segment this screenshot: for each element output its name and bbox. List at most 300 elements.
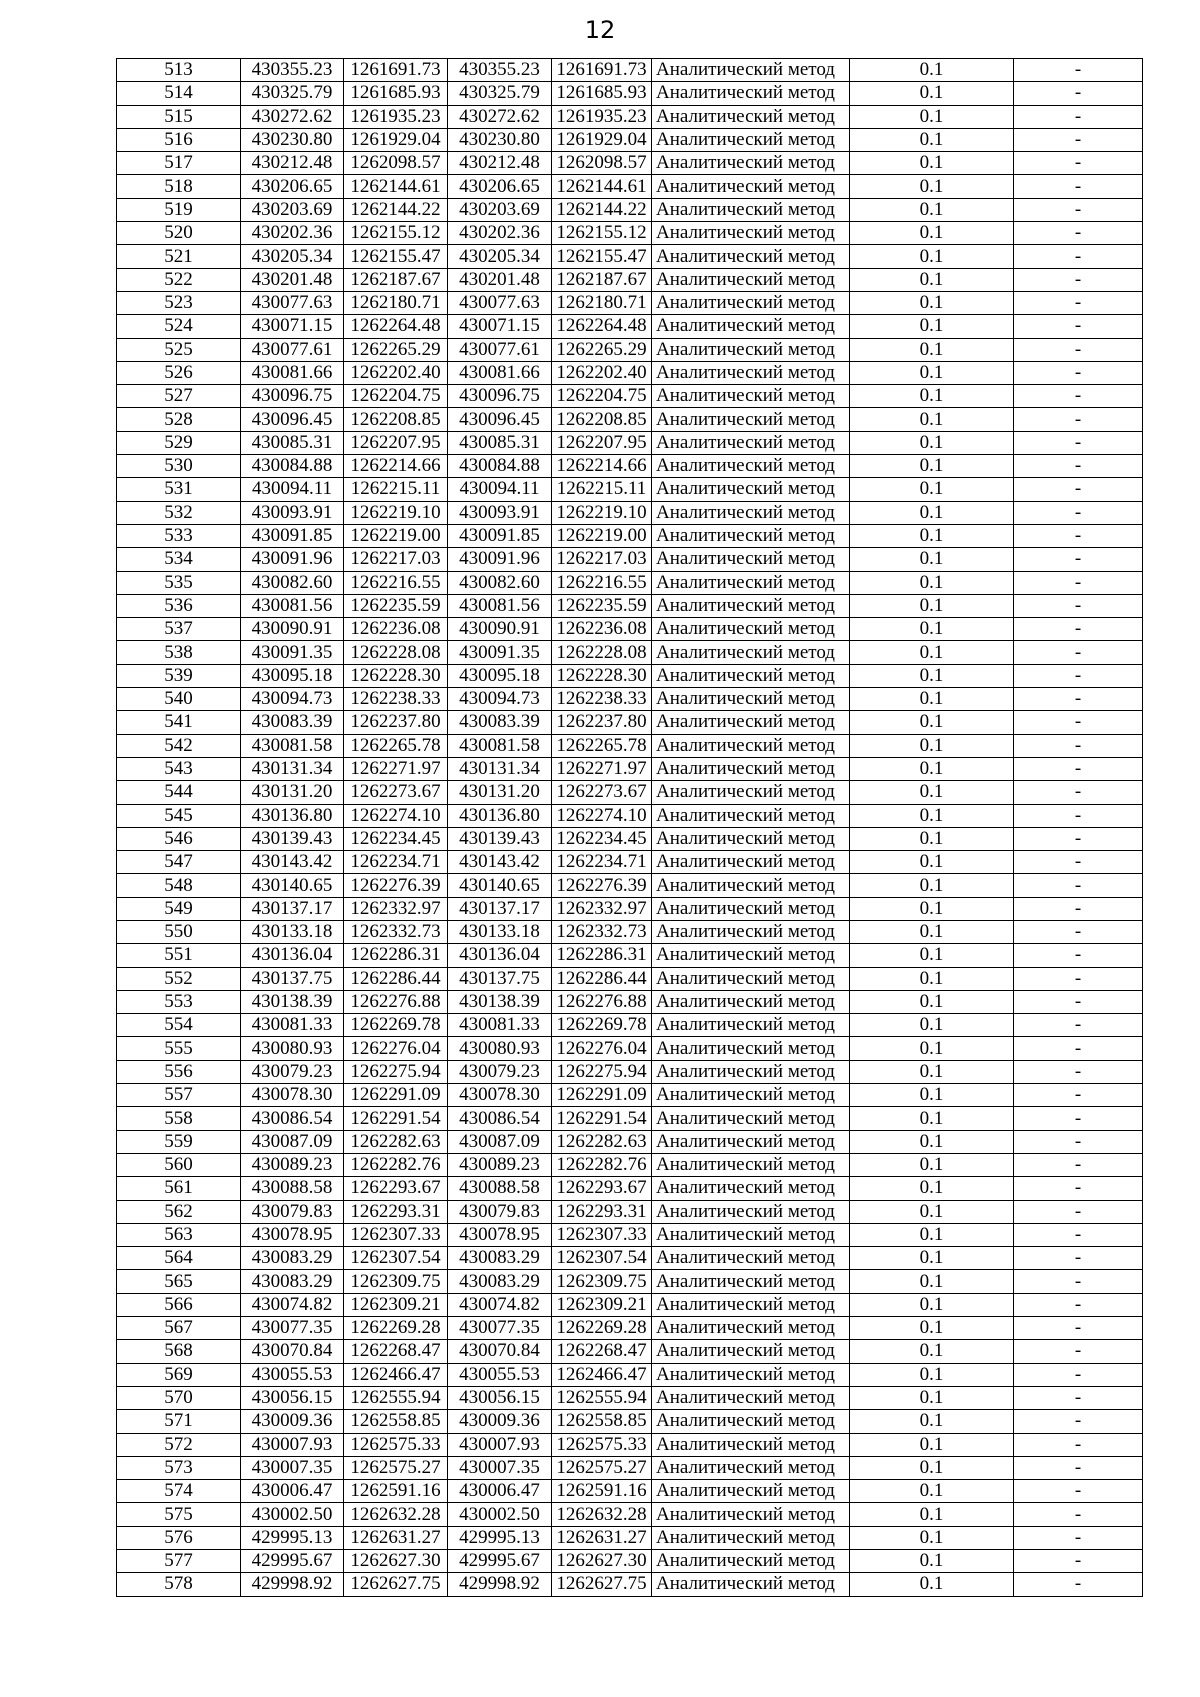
y-coordinate-new-cell: 1262269.28 <box>552 1317 652 1340</box>
x-coordinate-new-cell: 430081.33 <box>448 1014 552 1037</box>
note-cell: - <box>1014 571 1143 594</box>
point-number-cell: 532 <box>117 501 241 524</box>
accuracy-cell: 0.1 <box>850 594 1014 617</box>
method-cell: Аналитический метод <box>652 455 850 478</box>
method-cell: Аналитический метод <box>652 594 850 617</box>
table-row <box>117 1573 1143 1596</box>
x-coordinate-cell: 430137.17 <box>241 897 344 920</box>
method-cell: Аналитический метод <box>652 1480 850 1503</box>
x-coordinate-cell: 430325.79 <box>241 82 344 105</box>
point-number-cell: 544 <box>117 781 241 804</box>
table-row <box>117 1270 1143 1293</box>
y-coordinate-new-cell: 1262274.10 <box>552 804 652 827</box>
method-cell: Аналитический метод <box>652 198 850 221</box>
y-coordinate-cell: 1262235.59 <box>344 594 448 617</box>
accuracy-cell: 0.1 <box>850 128 1014 151</box>
y-coordinate-cell: 1262144.22 <box>344 198 448 221</box>
point-number-cell: 565 <box>117 1270 241 1293</box>
x-coordinate-new-cell: 430077.35 <box>448 1317 552 1340</box>
accuracy-cell: 0.1 <box>850 920 1014 943</box>
table-row <box>117 268 1143 291</box>
x-coordinate-cell: 430077.35 <box>241 1317 344 1340</box>
accuracy-cell: 0.1 <box>850 222 1014 245</box>
x-coordinate-cell: 430081.66 <box>241 361 344 384</box>
x-coordinate-new-cell: 430090.91 <box>448 618 552 641</box>
accuracy-cell: 0.1 <box>850 1060 1014 1083</box>
y-coordinate-cell: 1262332.97 <box>344 897 448 920</box>
table-row <box>117 548 1143 571</box>
accuracy-cell: 0.1 <box>850 175 1014 198</box>
x-coordinate-new-cell: 430355.23 <box>448 59 552 82</box>
y-coordinate-cell: 1262276.88 <box>344 990 448 1013</box>
y-coordinate-cell: 1262217.03 <box>344 548 448 571</box>
table-row <box>117 431 1143 454</box>
table-row <box>117 594 1143 617</box>
x-coordinate-cell: 430203.69 <box>241 198 344 221</box>
note-cell: - <box>1014 804 1143 827</box>
note-cell: - <box>1014 59 1143 82</box>
table-row <box>117 827 1143 850</box>
y-coordinate-cell: 1261929.04 <box>344 128 448 151</box>
y-coordinate-cell: 1262466.47 <box>344 1363 448 1386</box>
y-coordinate-cell: 1262276.04 <box>344 1037 448 1060</box>
accuracy-cell: 0.1 <box>850 781 1014 804</box>
y-coordinate-cell: 1262234.71 <box>344 851 448 874</box>
accuracy-cell: 0.1 <box>850 1410 1014 1433</box>
point-number-cell: 537 <box>117 618 241 641</box>
y-coordinate-cell: 1262269.78 <box>344 1014 448 1037</box>
note-cell: - <box>1014 1503 1143 1526</box>
point-number-cell: 543 <box>117 757 241 780</box>
note-cell: - <box>1014 408 1143 431</box>
y-coordinate-cell: 1262269.28 <box>344 1317 448 1340</box>
accuracy-cell: 0.1 <box>850 688 1014 711</box>
x-coordinate-new-cell: 430091.85 <box>448 524 552 547</box>
x-coordinate-cell: 430081.33 <box>241 1014 344 1037</box>
y-coordinate-cell: 1262307.54 <box>344 1247 448 1270</box>
x-coordinate-cell: 430079.23 <box>241 1060 344 1083</box>
y-coordinate-new-cell: 1262216.55 <box>552 571 652 594</box>
x-coordinate-new-cell: 430083.29 <box>448 1247 552 1270</box>
note-cell: - <box>1014 688 1143 711</box>
point-number-cell: 534 <box>117 548 241 571</box>
x-coordinate-new-cell: 430205.34 <box>448 245 552 268</box>
accuracy-cell: 0.1 <box>850 152 1014 175</box>
y-coordinate-cell: 1262228.30 <box>344 664 448 687</box>
method-cell: Аналитический метод <box>652 408 850 431</box>
y-coordinate-cell: 1261685.93 <box>344 82 448 105</box>
table-row <box>117 688 1143 711</box>
y-coordinate-new-cell: 1262155.47 <box>552 245 652 268</box>
table-row <box>117 59 1143 82</box>
x-coordinate-new-cell: 430203.69 <box>448 198 552 221</box>
y-coordinate-new-cell: 1262293.31 <box>552 1200 652 1223</box>
note-cell: - <box>1014 1084 1143 1107</box>
method-cell: Аналитический метод <box>652 1433 850 1456</box>
point-number-cell: 556 <box>117 1060 241 1083</box>
y-coordinate-cell: 1262627.75 <box>344 1573 448 1596</box>
point-number-cell: 531 <box>117 478 241 501</box>
y-coordinate-cell: 1262286.31 <box>344 944 448 967</box>
x-coordinate-new-cell: 430133.18 <box>448 920 552 943</box>
y-coordinate-cell: 1262282.63 <box>344 1130 448 1153</box>
x-coordinate-cell: 430056.15 <box>241 1386 344 1409</box>
y-coordinate-cell: 1261935.23 <box>344 105 448 128</box>
note-cell: - <box>1014 734 1143 757</box>
x-coordinate-new-cell: 430202.36 <box>448 222 552 245</box>
method-cell: Аналитический метод <box>652 1037 850 1060</box>
x-coordinate-cell: 430084.88 <box>241 455 344 478</box>
x-coordinate-new-cell: 430325.79 <box>448 82 552 105</box>
accuracy-cell: 0.1 <box>850 315 1014 338</box>
accuracy-cell: 0.1 <box>850 1223 1014 1246</box>
note-cell: - <box>1014 268 1143 291</box>
accuracy-cell: 0.1 <box>850 1503 1014 1526</box>
point-number-cell: 563 <box>117 1223 241 1246</box>
y-coordinate-new-cell: 1262591.16 <box>552 1480 652 1503</box>
method-cell: Аналитический метод <box>652 920 850 943</box>
y-coordinate-cell: 1262237.80 <box>344 711 448 734</box>
x-coordinate-cell: 430206.65 <box>241 175 344 198</box>
table-row <box>117 781 1143 804</box>
table-row <box>117 920 1143 943</box>
y-coordinate-new-cell: 1261685.93 <box>552 82 652 105</box>
y-coordinate-cell: 1262236.08 <box>344 618 448 641</box>
y-coordinate-cell: 1262234.45 <box>344 827 448 850</box>
method-cell: Аналитический метод <box>652 1550 850 1573</box>
table-row <box>117 1014 1143 1037</box>
point-number-cell: 575 <box>117 1503 241 1526</box>
table-row <box>117 408 1143 431</box>
accuracy-cell: 0.1 <box>850 548 1014 571</box>
table-row <box>117 1223 1143 1246</box>
y-coordinate-new-cell: 1262144.22 <box>552 198 652 221</box>
y-coordinate-cell: 1262293.31 <box>344 1200 448 1223</box>
y-coordinate-cell: 1262265.78 <box>344 734 448 757</box>
accuracy-cell: 0.1 <box>850 524 1014 547</box>
y-coordinate-new-cell: 1261935.23 <box>552 105 652 128</box>
x-coordinate-new-cell: 430009.36 <box>448 1410 552 1433</box>
x-coordinate-new-cell: 430081.66 <box>448 361 552 384</box>
x-coordinate-new-cell: 430137.75 <box>448 967 552 990</box>
x-coordinate-cell: 430002.50 <box>241 1503 344 1526</box>
accuracy-cell: 0.1 <box>850 827 1014 850</box>
accuracy-cell: 0.1 <box>850 198 1014 221</box>
point-number-cell: 520 <box>117 222 241 245</box>
x-coordinate-cell: 430131.34 <box>241 757 344 780</box>
x-coordinate-new-cell: 430272.62 <box>448 105 552 128</box>
note-cell: - <box>1014 222 1143 245</box>
point-number-cell: 535 <box>117 571 241 594</box>
y-coordinate-new-cell: 1262264.48 <box>552 315 652 338</box>
y-coordinate-new-cell: 1262309.75 <box>552 1270 652 1293</box>
x-coordinate-cell: 430090.91 <box>241 618 344 641</box>
point-number-cell: 576 <box>117 1526 241 1549</box>
table-row <box>117 1037 1143 1060</box>
y-coordinate-cell: 1262307.33 <box>344 1223 448 1246</box>
y-coordinate-cell: 1262216.55 <box>344 571 448 594</box>
note-cell: - <box>1014 1386 1143 1409</box>
table-row <box>117 315 1143 338</box>
method-cell: Аналитический метод <box>652 59 850 82</box>
y-coordinate-new-cell: 1262187.67 <box>552 268 652 291</box>
y-coordinate-new-cell: 1262234.45 <box>552 827 652 850</box>
y-coordinate-cell: 1262219.10 <box>344 501 448 524</box>
point-number-cell: 561 <box>117 1177 241 1200</box>
x-coordinate-cell: 430009.36 <box>241 1410 344 1433</box>
table-row <box>117 944 1143 967</box>
method-cell: Аналитический метод <box>652 804 850 827</box>
y-coordinate-cell: 1262238.33 <box>344 688 448 711</box>
method-cell: Аналитический метод <box>652 1386 850 1409</box>
y-coordinate-new-cell: 1262627.30 <box>552 1550 652 1573</box>
x-coordinate-new-cell: 430080.93 <box>448 1037 552 1060</box>
table-row <box>117 198 1143 221</box>
point-number-cell: 560 <box>117 1153 241 1176</box>
note-cell: - <box>1014 361 1143 384</box>
note-cell: - <box>1014 1200 1143 1223</box>
y-coordinate-cell: 1262207.95 <box>344 431 448 454</box>
table-row <box>117 245 1143 268</box>
method-cell: Аналитический метод <box>652 827 850 850</box>
x-coordinate-new-cell: 430143.42 <box>448 851 552 874</box>
note-cell: - <box>1014 1317 1143 1340</box>
point-number-cell: 545 <box>117 804 241 827</box>
table-row <box>117 804 1143 827</box>
point-number-cell: 526 <box>117 361 241 384</box>
accuracy-cell: 0.1 <box>850 851 1014 874</box>
method-cell: Аналитический метод <box>652 851 850 874</box>
note-cell: - <box>1014 1060 1143 1083</box>
y-coordinate-new-cell: 1262269.78 <box>552 1014 652 1037</box>
x-coordinate-new-cell: 430136.04 <box>448 944 552 967</box>
y-coordinate-new-cell: 1262265.78 <box>552 734 652 757</box>
method-cell: Аналитический метод <box>652 548 850 571</box>
x-coordinate-cell: 430007.93 <box>241 1433 344 1456</box>
method-cell: Аналитический метод <box>652 967 850 990</box>
note-cell: - <box>1014 291 1143 314</box>
point-number-cell: 550 <box>117 920 241 943</box>
x-coordinate-new-cell: 430081.58 <box>448 734 552 757</box>
note-cell: - <box>1014 1293 1143 1316</box>
x-coordinate-cell: 430077.63 <box>241 291 344 314</box>
x-coordinate-cell: 430136.80 <box>241 804 344 827</box>
y-coordinate-cell: 1262268.47 <box>344 1340 448 1363</box>
accuracy-cell: 0.1 <box>850 757 1014 780</box>
method-cell: Аналитический метод <box>652 1130 850 1153</box>
accuracy-cell: 0.1 <box>850 431 1014 454</box>
method-cell: Аналитический метод <box>652 1153 850 1176</box>
note-cell: - <box>1014 455 1143 478</box>
x-coordinate-new-cell: 430078.95 <box>448 1223 552 1246</box>
table-row <box>117 1433 1143 1456</box>
accuracy-cell: 0.1 <box>850 1014 1014 1037</box>
x-coordinate-cell: 430087.09 <box>241 1130 344 1153</box>
x-coordinate-cell: 430083.39 <box>241 711 344 734</box>
y-coordinate-cell: 1262627.30 <box>344 1550 448 1573</box>
x-coordinate-cell: 430094.73 <box>241 688 344 711</box>
x-coordinate-new-cell: 430137.17 <box>448 897 552 920</box>
note-cell: - <box>1014 1340 1143 1363</box>
y-coordinate-new-cell: 1262575.33 <box>552 1433 652 1456</box>
method-cell: Аналитический метод <box>652 1247 850 1270</box>
table-row <box>117 1153 1143 1176</box>
x-coordinate-new-cell: 430088.58 <box>448 1177 552 1200</box>
table-row <box>117 618 1143 641</box>
x-coordinate-new-cell: 430096.75 <box>448 385 552 408</box>
point-number-cell: 568 <box>117 1340 241 1363</box>
y-coordinate-new-cell: 1262228.08 <box>552 641 652 664</box>
y-coordinate-new-cell: 1262238.33 <box>552 688 652 711</box>
note-cell: - <box>1014 1456 1143 1479</box>
x-coordinate-new-cell: 429998.92 <box>448 1573 552 1596</box>
x-coordinate-new-cell: 430055.53 <box>448 1363 552 1386</box>
point-number-cell: 525 <box>117 338 241 361</box>
accuracy-cell: 0.1 <box>850 944 1014 967</box>
y-coordinate-new-cell: 1262180.71 <box>552 291 652 314</box>
accuracy-cell: 0.1 <box>850 1270 1014 1293</box>
y-coordinate-new-cell: 1262286.31 <box>552 944 652 967</box>
table-row <box>117 478 1143 501</box>
x-coordinate-new-cell: 430002.50 <box>448 1503 552 1526</box>
y-coordinate-cell: 1262215.11 <box>344 478 448 501</box>
method-cell: Аналитический метод <box>652 1410 850 1433</box>
y-coordinate-new-cell: 1262228.30 <box>552 664 652 687</box>
x-coordinate-new-cell: 430079.83 <box>448 1200 552 1223</box>
x-coordinate-cell: 429995.67 <box>241 1550 344 1573</box>
note-cell: - <box>1014 851 1143 874</box>
y-coordinate-cell: 1262631.27 <box>344 1526 448 1549</box>
y-coordinate-cell: 1262332.73 <box>344 920 448 943</box>
accuracy-cell: 0.1 <box>850 1130 1014 1153</box>
y-coordinate-new-cell: 1262276.39 <box>552 874 652 897</box>
x-coordinate-new-cell: 430091.35 <box>448 641 552 664</box>
note-cell: - <box>1014 1130 1143 1153</box>
method-cell: Аналитический метод <box>652 734 850 757</box>
x-coordinate-new-cell: 430007.35 <box>448 1456 552 1479</box>
x-coordinate-cell: 430081.56 <box>241 594 344 617</box>
x-coordinate-cell: 430074.82 <box>241 1293 344 1316</box>
x-coordinate-new-cell: 430071.15 <box>448 315 552 338</box>
method-cell: Аналитический метод <box>652 105 850 128</box>
y-coordinate-new-cell: 1262291.54 <box>552 1107 652 1130</box>
note-cell: - <box>1014 618 1143 641</box>
y-coordinate-new-cell: 1262627.75 <box>552 1573 652 1596</box>
note-cell: - <box>1014 198 1143 221</box>
point-number-cell: 557 <box>117 1084 241 1107</box>
note-cell: - <box>1014 1270 1143 1293</box>
x-coordinate-cell: 430078.30 <box>241 1084 344 1107</box>
x-coordinate-new-cell: 430007.93 <box>448 1433 552 1456</box>
y-coordinate-cell: 1262293.67 <box>344 1177 448 1200</box>
point-number-cell: 528 <box>117 408 241 431</box>
note-cell: - <box>1014 920 1143 943</box>
accuracy-cell: 0.1 <box>850 1526 1014 1549</box>
table-row <box>117 361 1143 384</box>
x-coordinate-cell: 430139.43 <box>241 827 344 850</box>
point-number-cell: 566 <box>117 1293 241 1316</box>
y-coordinate-new-cell: 1262219.10 <box>552 501 652 524</box>
accuracy-cell: 0.1 <box>850 361 1014 384</box>
table-row <box>117 1247 1143 1270</box>
y-coordinate-cell: 1262187.67 <box>344 268 448 291</box>
table-row <box>117 128 1143 151</box>
y-coordinate-new-cell: 1262332.97 <box>552 897 652 920</box>
method-cell: Аналитический метод <box>652 1456 850 1479</box>
method-cell: Аналитический метод <box>652 664 850 687</box>
accuracy-cell: 0.1 <box>850 1247 1014 1270</box>
point-number-cell: 529 <box>117 431 241 454</box>
method-cell: Аналитический метод <box>652 385 850 408</box>
x-coordinate-new-cell: 430082.60 <box>448 571 552 594</box>
table-row <box>117 641 1143 664</box>
x-coordinate-cell: 430077.61 <box>241 338 344 361</box>
x-coordinate-new-cell: 430077.61 <box>448 338 552 361</box>
y-coordinate-cell: 1262309.75 <box>344 1270 448 1293</box>
x-coordinate-cell: 430093.91 <box>241 501 344 524</box>
method-cell: Аналитический метод <box>652 688 850 711</box>
point-number-cell: 578 <box>117 1573 241 1596</box>
x-coordinate-cell: 430202.36 <box>241 222 344 245</box>
x-coordinate-new-cell: 429995.67 <box>448 1550 552 1573</box>
point-number-cell: 573 <box>117 1456 241 1479</box>
note-cell: - <box>1014 711 1143 734</box>
table-row <box>117 501 1143 524</box>
point-number-cell: 523 <box>117 291 241 314</box>
point-number-cell: 527 <box>117 385 241 408</box>
accuracy-cell: 0.1 <box>850 501 1014 524</box>
table-row <box>117 711 1143 734</box>
point-number-cell: 548 <box>117 874 241 897</box>
x-coordinate-cell: 429998.92 <box>241 1573 344 1596</box>
x-coordinate-new-cell: 430077.63 <box>448 291 552 314</box>
x-coordinate-cell: 430079.83 <box>241 1200 344 1223</box>
y-coordinate-cell: 1262180.71 <box>344 291 448 314</box>
y-coordinate-new-cell: 1262234.71 <box>552 851 652 874</box>
table-row <box>117 1526 1143 1549</box>
y-coordinate-cell: 1262098.57 <box>344 152 448 175</box>
point-number-cell: 558 <box>117 1107 241 1130</box>
method-cell: Аналитический метод <box>652 1526 850 1549</box>
y-coordinate-new-cell: 1262208.85 <box>552 408 652 431</box>
note-cell: - <box>1014 1433 1143 1456</box>
accuracy-cell: 0.1 <box>850 1153 1014 1176</box>
y-coordinate-cell: 1262214.66 <box>344 455 448 478</box>
accuracy-cell: 0.1 <box>850 408 1014 431</box>
x-coordinate-cell: 430070.84 <box>241 1340 344 1363</box>
y-coordinate-new-cell: 1262309.21 <box>552 1293 652 1316</box>
method-cell: Аналитический метод <box>652 1014 850 1037</box>
coordinates-table <box>116 58 1143 1597</box>
table-row <box>117 455 1143 478</box>
method-cell: Аналитический метод <box>652 128 850 151</box>
table-row <box>117 990 1143 1013</box>
x-coordinate-new-cell: 430089.23 <box>448 1153 552 1176</box>
y-coordinate-new-cell: 1262155.12 <box>552 222 652 245</box>
x-coordinate-cell: 430230.80 <box>241 128 344 151</box>
accuracy-cell: 0.1 <box>850 1084 1014 1107</box>
note-cell: - <box>1014 175 1143 198</box>
x-coordinate-cell: 430086.54 <box>241 1107 344 1130</box>
table-row <box>117 1177 1143 1200</box>
x-coordinate-cell: 430085.31 <box>241 431 344 454</box>
accuracy-cell: 0.1 <box>850 711 1014 734</box>
table-row <box>117 571 1143 594</box>
point-number-cell: 546 <box>117 827 241 850</box>
accuracy-cell: 0.1 <box>850 571 1014 594</box>
x-coordinate-cell: 430133.18 <box>241 920 344 943</box>
x-coordinate-new-cell: 430083.39 <box>448 711 552 734</box>
